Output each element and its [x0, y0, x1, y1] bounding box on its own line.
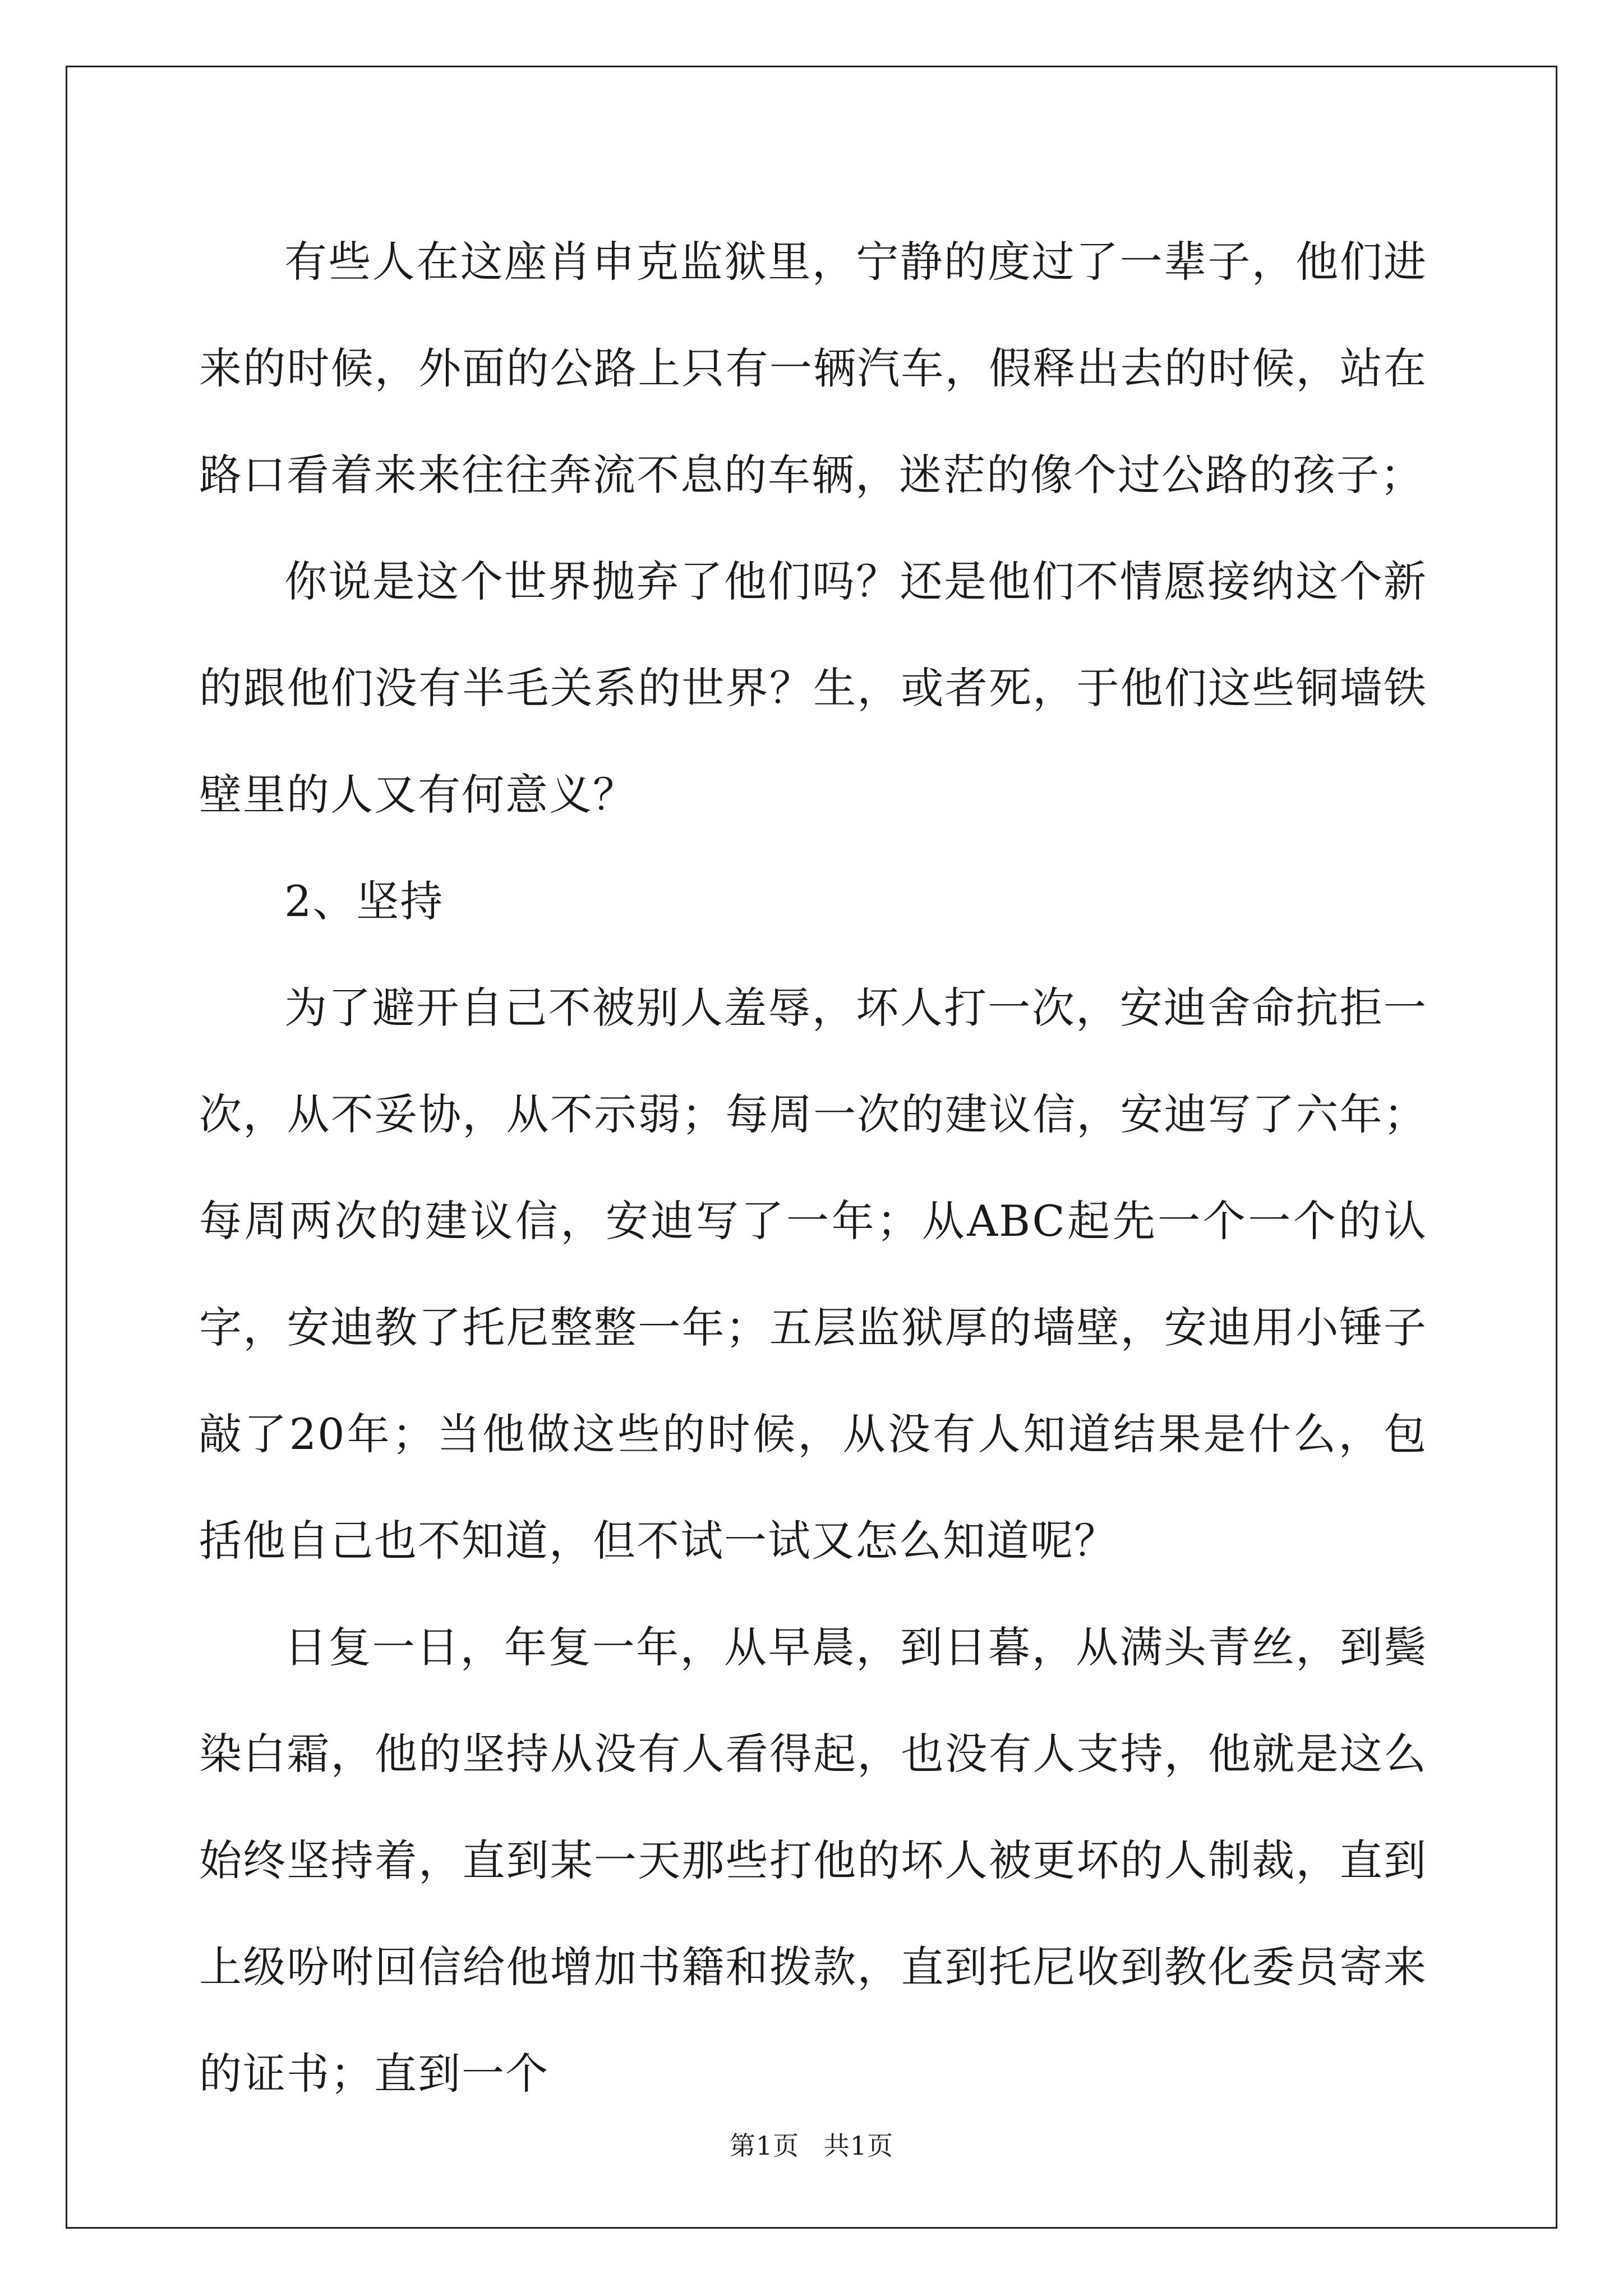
document-body — [199, 209, 1427, 2127]
paragraph-world-question: 你说是这个世界抛弃了他们吗？还是他们不情愿接纳这个新的跟他们没有半毛关系的世界？生，或者死，于他们这些铜墙铁壁里的人又有何意义？ — [199, 556, 1427, 820]
paragraph-prison-life: 有些人在这座肖申克监狱里，宁静的度过了一辈子，他们进来的时候，外面的公路上只有一辆汽车，假释出去的时候，站在路口看着来来往往奔流不息的车辆，迷茫的像个过公路的孩子； — [199, 237, 1427, 500]
page-number: 第1页 — [729, 2131, 800, 2161]
paragraph-andy-efforts: 为了避开自己不被别人羞辱，坏人打一次，安迪舍命抗拒一次，从不妥协，从不示弱；每周一次的建议信，安迪写了六年；每周两次的建议信，安迪写了一年；从ABC起先一个一个的认字，安迪教了托尼整整一年；五层监狱厚的墙壁，安迪用小锤子敲了20年；当他做这些的时候，从没有人知道结果是什么，包括他自己也不知道，但不试一试又怎么知道呢？ — [199, 983, 1427, 1566]
section-heading-persistence: 2、坚持 — [284, 876, 444, 926]
page-footer — [0, 2129, 1623, 2162]
total-pages: 共1页 — [823, 2131, 894, 2161]
paragraph-day-after-day: 日复一日，年复一年，从早晨，到日暮，从满头青丝，到鬓染白霜，他的坚持从没有人看得起，也没有人支持，他就是这么始终坚持着，直到某一天那些打他的坏人被更坏的人制裁，直到上级吩咐回信给他增加书籍和拨款，直到托尼收到教化委员寄来的证书；直到一个 — [199, 1622, 1427, 2099]
